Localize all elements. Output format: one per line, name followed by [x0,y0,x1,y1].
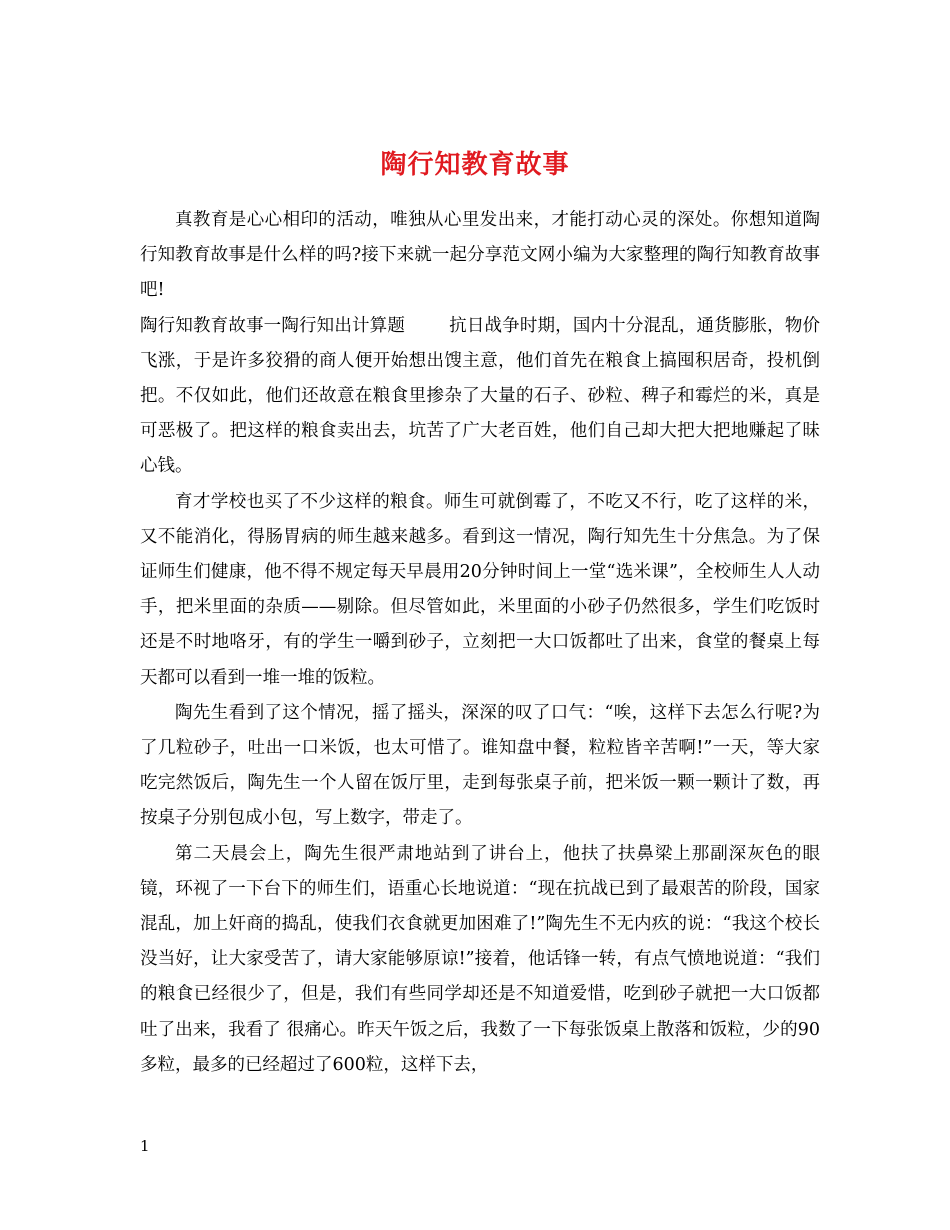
story-paragraph-1 [140,309,820,485]
story-heading: 陶行知教育故事一陶行知出计算题 [140,315,405,336]
intro-paragraph: 真教育是心心相印的活动，唯独从心里发出来，才能打动心灵的深处。你想知道陶行知教育故事是什么样的吗?接下来就一起分享范文网小编为大家整理的陶行知教育故事吧! [140,210,820,301]
document-title: 陶行知教育故事 [380,150,570,181]
story-first-paragraph: 抗日战争时期，国内十分混乱，通货膨胀，物价飞涨，于是许多狡猾的商人便开始想出馊主意，他们首先在粮食上搞囤积居奇，投机倒把。不仅如此，他们还故意在粮食里掺杂了大量的石子、砂粒、稗子和霉烂的米，真是可恶极了。把这样的粮食卖出去，坑苦了广大老百姓，他们自己却大把大把地赚起了昧心钱。 [140,315,820,477]
story-paragraph-2: 育才学校也买了不少这样的粮食。师生可就倒霉了，不吃又不行，吃了这样的米，又不能消化，得肠胃病的师生越来越多。看到这一情况，陶行知先生十分焦急。为了保证师生们健康，他不得不规定每天早晨用20分钟时间上一堂“选米课”，全校师生人人动手，把米里面的杂质——剔除。但尽管如此，米里面的小砂子仍然很多，学生们吃饭时还是不时地咯牙，有的学生一嚼到砂子，立刻把一大口饭都吐了出来，食堂的餐桌上每天都可以看到一堆一堆的饭粒。 [140,491,820,688]
page-number: 1 [140,1137,150,1155]
story-paragraph-4: 第二天晨会上，陶先生很严肃地站到了讲台上，他扶了扶鼻梁上那副深灰色的眼镜，环视了一下台下的师生们，语重心长地说道：“现在抗战已到了最艰苦的阶段，国家混乱，加上奸商的捣乱，使我们衣食就更加困难了!”陶先生不无内疚的说：“我这个校长没当好，让大家受苦了，请大家能够原谅!”接着，他话锋一转，有点气愤地说道：“我们的粮食已经很少了，但是，我们有些同学却还是不知道爱惜，吃到砂子就把一大口饭都吐了出来，我看了 很痛心。昨天午饭之后，我数了一下每张饭桌上散落和饭粒，少的90多粒，最多的已经超过了600粒，这样下去， [140,843,820,1075]
story-paragraph-3: 陶先生看到了这个情况，摇了摇头，深深的叹了口气：“唉，这样下去怎么行呢?为了几粒砂子，吐出一口米饭，也太可惜了。谁知盘中餐，粒粒皆辛苦啊!”一天，等大家吃完然饭后，陶先生一个人留在饭厅里，走到每张桌子前，把米饭一颗一颗计了数，再按桌子分别包成小包，写上数字，带走了。 [140,702,820,829]
document-body [140,203,820,1083]
